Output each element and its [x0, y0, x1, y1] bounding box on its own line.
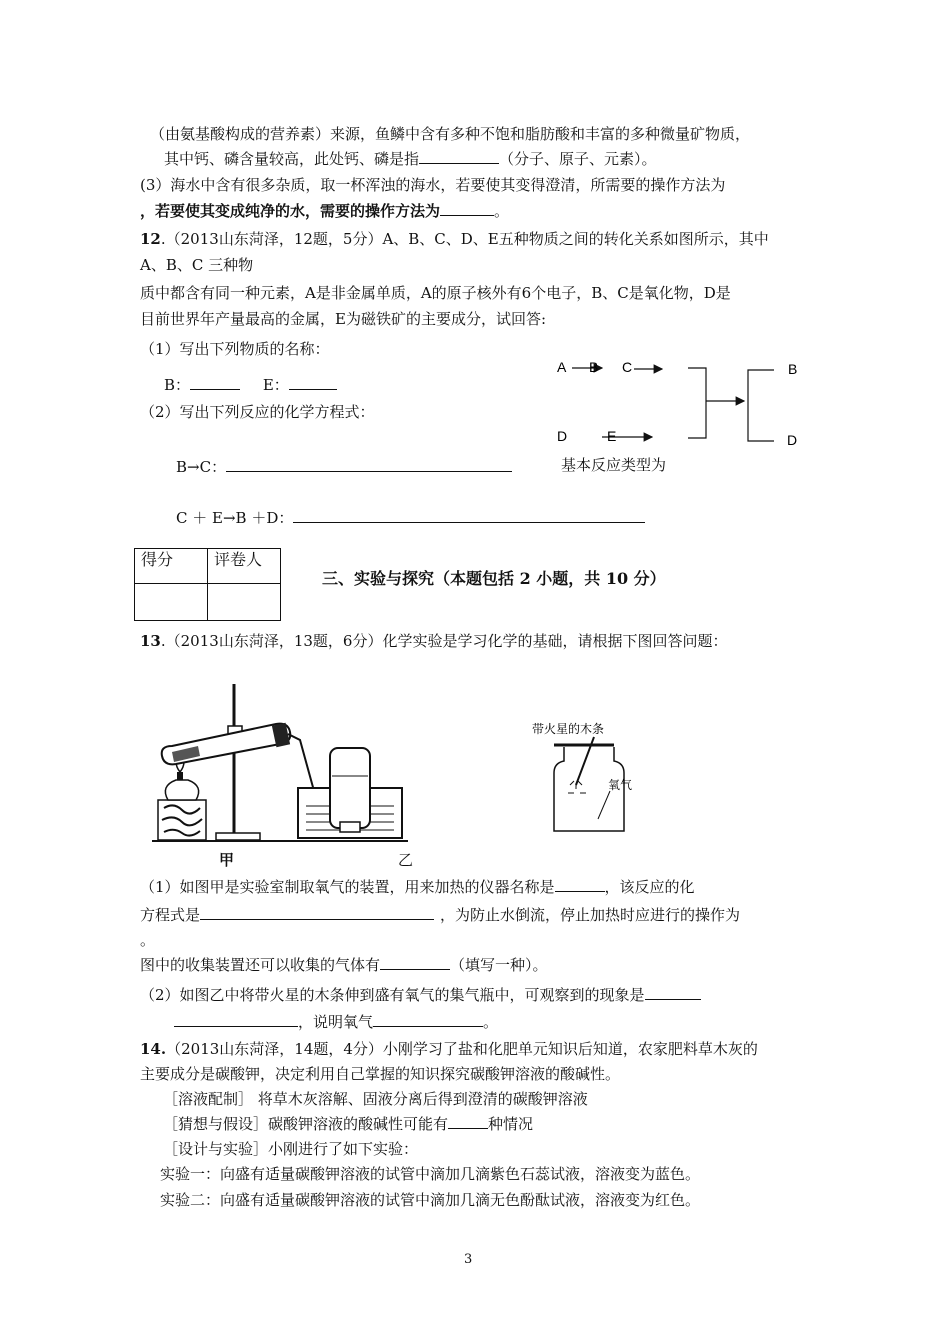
- answer-blank[interactable]: [174, 1012, 298, 1027]
- page-number: 3: [464, 1252, 473, 1267]
- text-line: 目前世界年产量最高的金属，E为磁铁矿的主要成分，试回答:: [140, 310, 547, 328]
- apparatus-yi-figure: [530, 715, 650, 840]
- label-yi: 乙: [398, 852, 414, 869]
- text-fragment: 。: [483, 1013, 499, 1031]
- text-line: 实验二：向盛有适量碳酸钾溶液的试管中滴加几滴无色酚酞试液，溶液变为红色。: [160, 1191, 701, 1209]
- reaction-diagram: [540, 350, 820, 460]
- answer-blank[interactable]: [380, 955, 450, 970]
- text-line: （由氨基酸构成的营养素）来源，鱼鳞中含有多种不饱和脂肪酸和丰富的多种微量矿物质，: [150, 125, 751, 143]
- answer-blank[interactable]: [190, 375, 240, 390]
- diagram-label-d2: D: [787, 432, 798, 448]
- stand-base: [216, 833, 260, 840]
- text-fragment: （分子、原子、元素）。: [499, 150, 657, 168]
- grader-cell[interactable]: [208, 584, 281, 621]
- text-fragment: （2）如图乙中将带火星的木条伸到盛有氧气的集气瓶中，可观察到的现象是: [140, 986, 645, 1004]
- diagram-label-d: D: [557, 428, 568, 444]
- text-line: [164, 149, 657, 169]
- text-line: 。: [140, 931, 156, 949]
- answer-blank[interactable]: [555, 877, 605, 892]
- text-fragment: ，该反应的化: [604, 878, 695, 896]
- answer-blank[interactable]: [289, 375, 337, 390]
- text-line: （2）写出下列反应的化学方程式：: [140, 403, 375, 421]
- diagram-label-b2: B: [788, 361, 798, 377]
- text-line: [140, 955, 548, 975]
- score-cell[interactable]: [135, 584, 208, 621]
- grader-header: 评卷人: [208, 549, 281, 584]
- text-fragment: B→C：: [176, 458, 227, 476]
- apparatus-jia-figure: [150, 680, 420, 875]
- text-fragment: 其中钙、磷含量较高，此处钙、磷是指: [164, 150, 420, 168]
- diagram-label-c: C: [622, 359, 633, 375]
- diagram-bracket-left: [688, 368, 706, 438]
- bottle-neck: [340, 822, 360, 832]
- text-line: 基本反应类型为: [561, 456, 667, 474]
- answer-blank[interactable]: [373, 1012, 483, 1027]
- answer-blank[interactable]: [419, 149, 499, 164]
- text-fragment: E：: [262, 376, 289, 394]
- answer-blank[interactable]: [645, 985, 701, 1000]
- text-fragment: ，若要使其变成纯净的水，需要的操作方法为: [140, 202, 441, 220]
- text-line: A、B、C 三种物: [140, 256, 254, 274]
- stick-label: 带火星的木条: [532, 722, 605, 736]
- text-fragment: （1）如图甲是实验室制取氧气的装置，用来加热的仪器名称是: [140, 878, 555, 896]
- text-line: [163, 1114, 533, 1134]
- text-line: 实验一：向盛有适量碳酸钾溶液的试管中滴加几滴紫色石蕊试液，溶液变为蓝色。: [160, 1165, 701, 1183]
- oxygen-label: 氧气: [608, 778, 633, 792]
- text-line: ［设计与实验］小刚进行了如下实验：: [163, 1140, 419, 1158]
- text-line: [164, 375, 337, 395]
- q12-stem: [140, 229, 769, 249]
- q14-stem: [140, 1039, 758, 1059]
- diagram-label-e: E: [607, 428, 617, 444]
- text-fragment: .（2013山东菏泽，13题，6分）化学实验是学习化学的基础，请根据下图回答问题：: [160, 632, 728, 650]
- text-fragment: （2013山东菏泽，14题，4分）小刚学习了盐和化肥单元知识后知道，农家肥料草木灰的: [166, 1040, 758, 1058]
- score-header: 得分: [135, 549, 208, 584]
- text-line: （1）写出下列物质的名称：: [140, 340, 330, 358]
- alcohol-lamp: [165, 780, 198, 800]
- text-fragment: ，为防止水倒流，停止加热时应进行的操作为: [440, 906, 741, 924]
- text-fragment: 。: [494, 202, 510, 220]
- text-line: [176, 457, 512, 477]
- answer-blank[interactable]: [440, 201, 494, 216]
- diagram-bracket-right: [748, 370, 774, 441]
- text-line: [140, 905, 740, 925]
- section-title: 三、实验与探究（本题包括 2 小题，共 10 分）: [322, 569, 666, 588]
- text-line: [140, 985, 701, 1005]
- text-fragment: 方程式是: [140, 906, 201, 924]
- text-line: [176, 508, 645, 528]
- text-fragment: （填写一种）。: [450, 956, 548, 974]
- text-fragment: C ＋ E→B ＋D：: [176, 509, 294, 527]
- text-line: ［溶液配制］ 将草木灰溶解、固液分离后得到澄清的碳酸钾溶液: [163, 1090, 588, 1108]
- diagram-label-b: B: [589, 359, 599, 375]
- diagram-label-a: A: [557, 359, 567, 375]
- text-line: 主要成分是碳酸钾，决定利用自己掌握的知识探究碳酸钾溶液的酸碱性。: [140, 1065, 621, 1083]
- text-line: [140, 877, 695, 897]
- text-line: 质中都含有同一种元素，A是非金属单质，A的原子核外有6个电子，B、C是氧化物，D是: [140, 284, 731, 302]
- score-table: [134, 548, 281, 621]
- answer-blank[interactable]: [448, 1114, 488, 1129]
- question-number: 14.: [140, 1040, 167, 1058]
- label-jia: 甲: [219, 852, 235, 869]
- text-fragment: 图中的收集装置还可以收集的气体有: [140, 956, 381, 974]
- text-fragment: B：: [164, 376, 191, 394]
- collection-bottle: [330, 748, 370, 828]
- question-number: 13: [140, 632, 161, 650]
- answer-blank[interactable]: [293, 508, 645, 523]
- text-line: [174, 1012, 498, 1032]
- text-fragment: 种情况: [488, 1115, 534, 1133]
- answer-blank[interactable]: [226, 457, 512, 472]
- question-number: 12: [140, 230, 161, 248]
- answer-blank[interactable]: [200, 905, 434, 920]
- text-fragment: ，说明氧气: [298, 1013, 374, 1031]
- text-line: [140, 201, 509, 221]
- text-fragment: .（2013山东菏泽，12题，5分）A、B、C、D、E五种物质之间的转化关系如图所示，其中: [160, 230, 769, 248]
- text-fragment: ［猜想与假设］碳酸钾溶液的酸碱性可能有: [163, 1115, 449, 1133]
- text-line: (3）海水中含有很多杂质，取一杯浑浊的海水，若要使其变得澄清，所需要的操作方法为: [140, 176, 726, 194]
- q13-stem: [140, 631, 727, 651]
